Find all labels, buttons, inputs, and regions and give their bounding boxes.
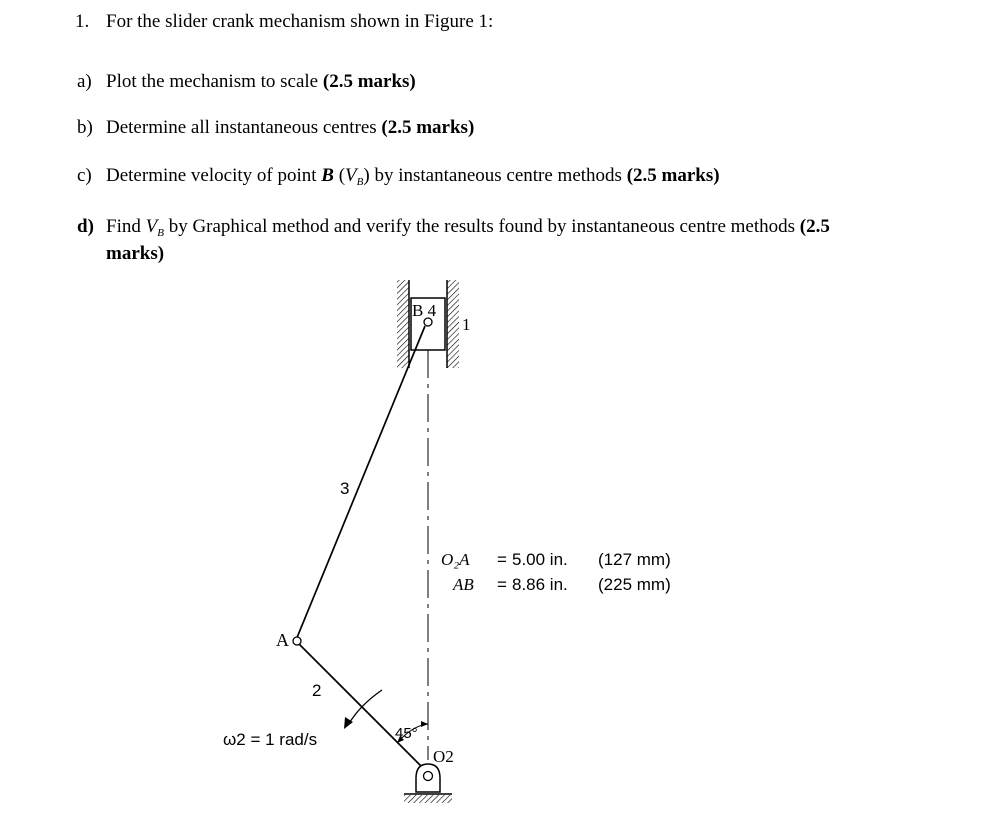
part-b-text: Determine all instantaneous centres xyxy=(106,117,382,138)
dim-1-value: 5.00 in. xyxy=(512,550,568,569)
part-b-marks: (2.5 marks) xyxy=(381,117,475,138)
dimension-table xyxy=(441,550,671,594)
pin-a xyxy=(293,637,301,645)
part-c-marks: (2.5 marks) xyxy=(626,165,720,186)
part-a-text: Plot the mechanism to scale xyxy=(106,71,323,92)
omega-arrow xyxy=(348,690,382,725)
part-c-text: Determine velocity of point xyxy=(106,165,322,186)
point-a-label: A xyxy=(276,630,289,650)
dim-1-metric: (127 mm) xyxy=(598,550,671,569)
part-d-label: d) xyxy=(77,216,94,237)
part-c-var: V xyxy=(345,165,357,186)
right-guide-hatch xyxy=(447,280,459,368)
link-3-label: 3 xyxy=(340,479,350,498)
part-c-sub: B xyxy=(356,176,364,188)
ground-hatch xyxy=(404,795,452,803)
part-c-paren-close: ) by instantaneous centre methods xyxy=(363,165,627,186)
part-a-label: a) xyxy=(77,71,92,92)
part-d-var: V xyxy=(145,216,158,237)
angle-label: 45° xyxy=(395,725,418,742)
part-d-marks-line1: (2.5 xyxy=(799,216,830,237)
part-a-marks: (2.5 marks) xyxy=(322,71,416,92)
pivot-label: O2 xyxy=(433,747,454,766)
part-b-label: b) xyxy=(77,117,93,138)
link-2-label: 2 xyxy=(312,681,322,700)
omega-label: ω2 = 1 rad/s xyxy=(223,730,318,749)
dim-1-eq: = xyxy=(497,550,507,569)
part-c-label: c) xyxy=(77,165,92,186)
slider-label: B 4 xyxy=(412,301,437,320)
dim-2-value: 8.86 in. xyxy=(512,575,568,594)
left-guide-hatch xyxy=(397,280,409,368)
ground-label: 1 xyxy=(462,315,471,334)
question-number: 1. xyxy=(75,11,90,32)
link-3 xyxy=(296,326,425,640)
question-intro: For the slider crank mechanism shown in Figure 1: xyxy=(106,11,494,32)
dim-1-name: O₂A xyxy=(441,550,470,569)
part-d-marks-line2: marks) xyxy=(106,243,165,264)
dim-2-metric: (225 mm) xyxy=(598,575,671,594)
part-d-sub: B xyxy=(157,227,164,239)
dim-2-eq: = xyxy=(497,575,507,594)
part-c-paren-open: ( xyxy=(333,165,346,186)
part-d-text-after: by Graphical method and verify the results found by instantaneous centre methods xyxy=(163,216,800,237)
dim-2-name: AB xyxy=(453,575,474,594)
part-c-point: B xyxy=(321,165,334,186)
ground-pivot xyxy=(404,764,452,803)
pivot-pin xyxy=(424,772,433,781)
part-d-text-before: Find xyxy=(106,216,146,237)
